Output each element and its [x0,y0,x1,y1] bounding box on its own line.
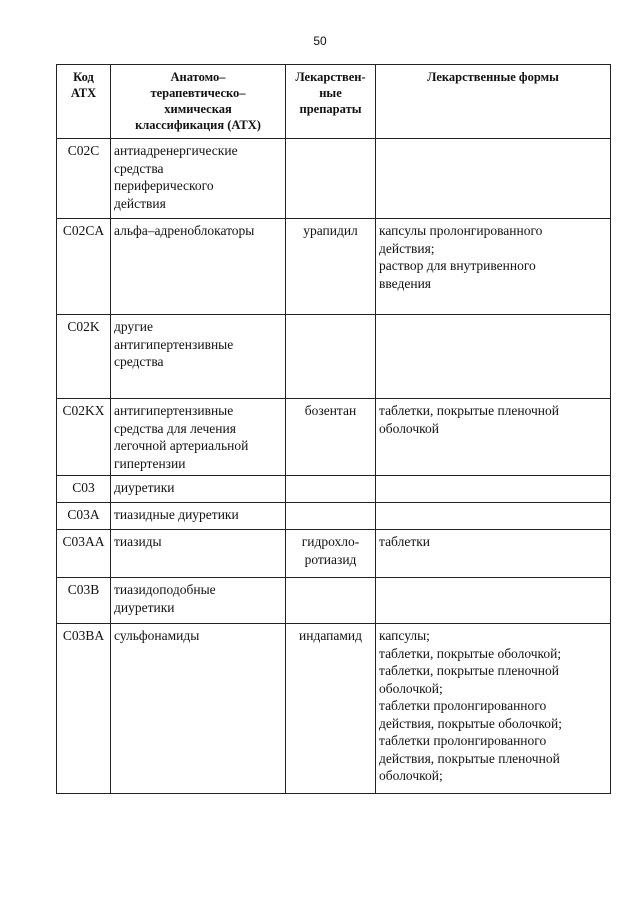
table-row [57,530,611,578]
table-row [57,624,611,794]
atx-code-cell: C03B [57,578,111,624]
atx-code-cell: C03BA [57,624,111,794]
atx-code-cell: C03 [57,476,111,503]
table-row [57,399,611,476]
drug-cell: гидрохло- ротиазид [286,530,376,578]
forms-cell [376,315,611,399]
forms-cell: таблетки [376,530,611,578]
classification-cell: диуретики [111,476,286,503]
atx-code-cell: C02K [57,315,111,399]
drug-cell [286,503,376,530]
table-row [57,578,611,624]
header-forms: Лекарственные формы [376,65,611,139]
classification-cell: тиазидоподобные диуретики [111,578,286,624]
table-row [57,139,611,219]
atx-table [56,64,611,794]
table-row [57,503,611,530]
forms-cell [376,476,611,503]
forms-cell: таблетки, покрытые пленочной оболочкой [376,399,611,476]
classification-cell: другие антигипертензивные средства [111,315,286,399]
table-row [57,476,611,503]
drug-cell [286,476,376,503]
atx-code-cell: C02C [57,139,111,219]
atx-code-cell: C03A [57,503,111,530]
forms-cell: капсулы пролонгированного действия; раствор для внутривенного введения [376,219,611,315]
classification-cell: антиадренергические средства периферического действия [111,139,286,219]
classification-cell: альфа–адреноблокаторы [111,219,286,315]
forms-cell [376,578,611,624]
forms-cell [376,503,611,530]
page-number: 50 [313,34,327,48]
atx-code-cell: C03AA [57,530,111,578]
header-classification: Анатомо– терапевтическо– химическая классификация (АТХ) [111,65,286,139]
drug-cell: индапамид [286,624,376,794]
table-header-row [57,65,611,139]
drug-cell: урапидил [286,219,376,315]
drug-cell [286,315,376,399]
classification-cell: тиазидные диуретики [111,503,286,530]
table-row [57,315,611,399]
drug-cell [286,139,376,219]
header-drugs: Лекарствен- ные препараты [286,65,376,139]
drug-cell [286,578,376,624]
forms-cell: капсулы; таблетки, покрытые оболочкой; таблетки, покрытые пленочной оболочкой; таблетки пролонгированного действия, покрытые оболочкой; таблетки пролонгированного действия, покрытые пленочной оболочкой; [376,624,611,794]
drug-cell: бозентан [286,399,376,476]
classification-cell: сульфонамиды [111,624,286,794]
atx-code-cell: C02CA [57,219,111,315]
classification-cell: тиазиды [111,530,286,578]
classification-cell: антигипертензивные средства для лечения легочной артериальной гипертензии [111,399,286,476]
table-row [57,219,611,315]
atx-code-cell: C02KX [57,399,111,476]
header-code: Код АТХ [57,65,111,139]
forms-cell [376,139,611,219]
